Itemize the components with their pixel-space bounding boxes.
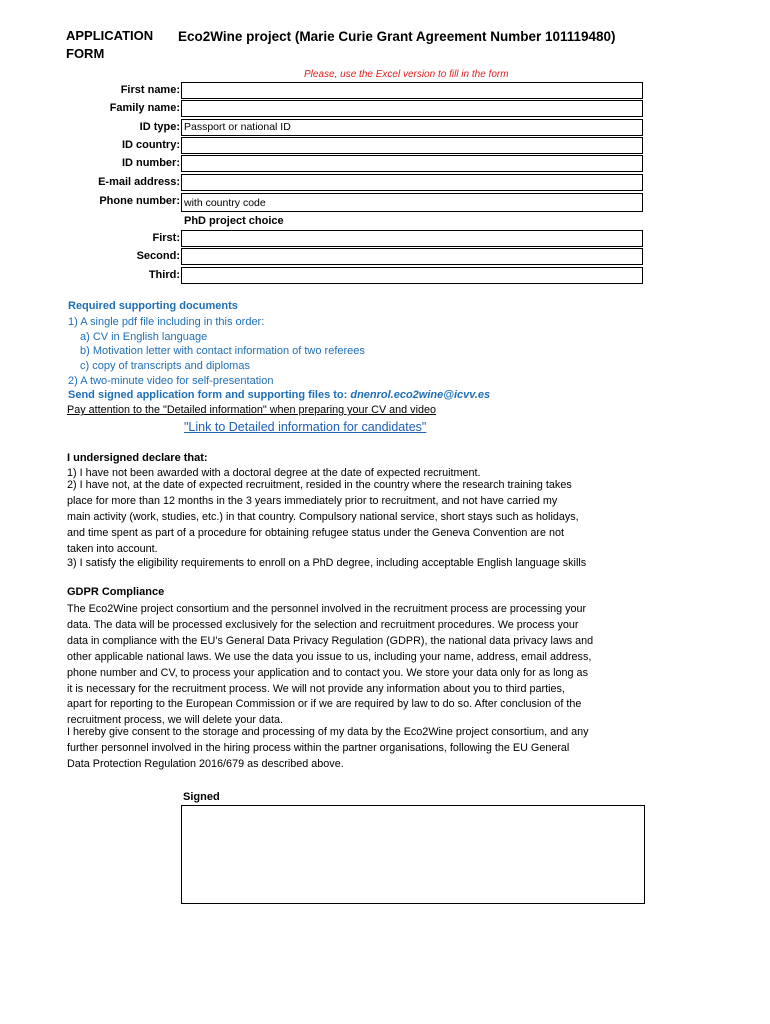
id-type-label: ID type: bbox=[139, 121, 180, 133]
first-name-label: First name: bbox=[120, 84, 180, 96]
id-number-label: ID number: bbox=[121, 157, 180, 169]
gdpr-line: recruitment process, we will delete your data. bbox=[67, 714, 284, 727]
gdpr-line: other applicable national laws. We use the data you issue to us, including your name, address, email address, bbox=[67, 650, 592, 663]
send-label: Send signed application form and supporting files to: bbox=[68, 389, 351, 401]
id-country-label: ID country: bbox=[121, 139, 180, 151]
phd-third-label: Third: bbox=[148, 269, 180, 281]
documents-item1: 1) A single pdf file including in this order: bbox=[68, 316, 265, 328]
documents-item1b: b) Motivation letter with contact information of two referees bbox=[80, 345, 365, 357]
excel-note: Please, use the Excel version to fill in the form bbox=[304, 69, 509, 80]
gdpr-line: The Eco2Wine project consortium and the personnel involved in the recruitment process are processing your bbox=[67, 603, 587, 615]
form-label bbox=[66, 27, 153, 63]
signed-label: Signed bbox=[183, 791, 220, 803]
gdpr-line: data. The data will be processed exclusively for the selection and recruitment procedures. We process your bbox=[67, 618, 579, 631]
phd-choice-heading: PhD project choice bbox=[184, 215, 284, 227]
detailed-info-link[interactable]: "Link to Detailed information for candidates" bbox=[184, 420, 427, 434]
gdpr-line: apart for reporting to the European Commission or if we are required by law to do so. After conclusion of the bbox=[67, 698, 582, 711]
family-name-field[interactable] bbox=[181, 100, 643, 117]
phone-field[interactable]: with country code bbox=[181, 193, 643, 212]
declaration-item1: 1) I have not been awarded with a doctoral degree at the date of expected recruitment. bbox=[67, 467, 481, 479]
id-number-field[interactable] bbox=[181, 155, 643, 172]
declaration-heading: I undersigned declare that: bbox=[67, 452, 208, 464]
signature-box[interactable] bbox=[181, 805, 645, 904]
gdpr-line: phone number and CV, to process your application and to contact you. We store your data only for as long as bbox=[67, 666, 588, 679]
send-email-link[interactable]: dnenrol.eco2wine@icvv.es bbox=[350, 389, 491, 401]
gdpr-line: data in compliance with the EU’s General Data Privacy Regulation (GDPR), the national data privacy laws and bbox=[67, 634, 594, 647]
gdpr-line: it is necessary for the recruitment process. We will not provide any information about you to third parties, bbox=[67, 682, 565, 695]
phd-first-field[interactable] bbox=[181, 230, 643, 247]
documents-heading: Required supporting documents bbox=[68, 300, 238, 312]
first-name-field[interactable] bbox=[181, 82, 643, 99]
send-instruction bbox=[68, 389, 490, 401]
documents-item1a: a) CV in English language bbox=[80, 331, 208, 343]
family-name-label: Family name: bbox=[109, 102, 180, 114]
gdpr-consent-line: Data Protection Regulation 2016/679 as described above. bbox=[67, 757, 344, 770]
declaration-item2-line: and time spent as part of a procedure for obtaining refugee status under the Geneva Convention are not bbox=[67, 526, 564, 539]
declaration-item2-line: place for more than 12 months in the 3 years immediately prior to recruitment, and not have carried my bbox=[67, 494, 558, 507]
declaration-item2-line: 2) I have not, at the date of expected recruitment, resided in the country where the research training takes bbox=[67, 479, 572, 491]
gdpr-consent-line: I hereby give consent to the storage and processing of my data by the Eco2Wine project consortium, and any bbox=[67, 726, 589, 738]
email-field[interactable] bbox=[181, 174, 643, 191]
id-type-field[interactable]: Passport or national ID bbox=[181, 119, 643, 136]
declaration-item2-line: main activity (work, studies, etc.) in that country. Compulsory national service, short stays such as holidays, bbox=[67, 510, 579, 523]
id-country-field[interactable] bbox=[181, 137, 643, 154]
attention-note: Pay attention to the "Detailed information" when preparing your CV and video bbox=[67, 404, 436, 416]
declaration-item2 bbox=[67, 478, 647, 558]
email-label: E-mail address: bbox=[98, 176, 180, 188]
phd-second-label: Second: bbox=[136, 250, 180, 262]
form-label-line1: APPLICATION bbox=[66, 28, 154, 43]
gdpr-consent-line: further personnel involved in the hiring process within the partner organisations, following the EU General bbox=[67, 741, 570, 754]
gdpr-text bbox=[67, 602, 647, 729]
phone-label: Phone number: bbox=[99, 195, 180, 207]
documents-item2: 2) A two-minute video for self-presentation bbox=[68, 375, 274, 387]
gdpr-heading: GDPR Compliance bbox=[67, 586, 165, 598]
form-label-line2: FORM bbox=[66, 46, 105, 61]
declaration-item3: 3) I satisfy the eligibility requirements to enroll on a PhD degree, including acceptable English language skills bbox=[67, 557, 587, 569]
documents-item1c: c) copy of transcripts and diplomas bbox=[80, 360, 250, 372]
gdpr-consent bbox=[67, 725, 647, 773]
phd-first-label: First: bbox=[152, 232, 180, 244]
phd-second-field[interactable] bbox=[181, 248, 643, 265]
phd-third-field[interactable] bbox=[181, 267, 643, 284]
declaration-item2-line: taken into account. bbox=[67, 542, 158, 555]
project-title: Eco2Wine project (Marie Curie Grant Agreement Number 101119480) bbox=[178, 29, 616, 44]
